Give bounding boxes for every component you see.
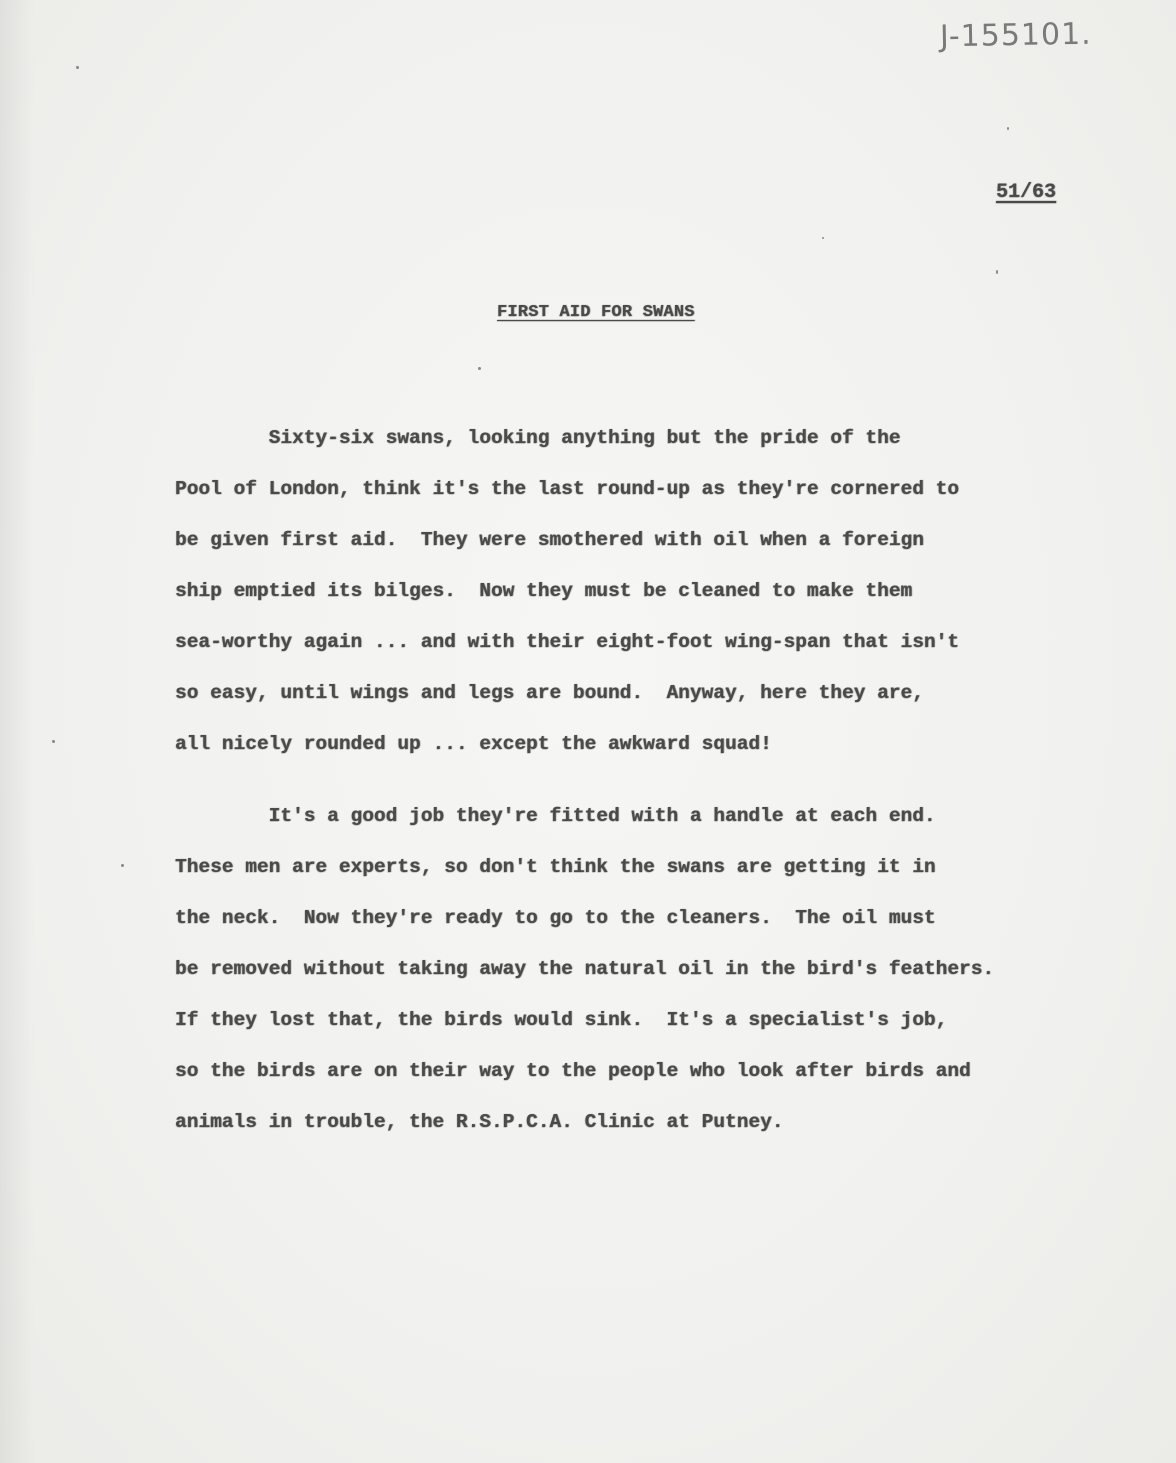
paragraph-line: be given first aid. They were smothered with oil when a foreign [175,529,924,551]
paragraph-line: so the birds are on their way to the people who look after birds and [175,1060,971,1082]
scan-speck [1007,127,1009,130]
scan-speck [996,270,998,274]
paragraph-line: so easy, until wings and legs are bound. Anyway, here they are, [175,682,924,704]
scan-speck [76,66,79,69]
paragraph-line: all nicely rounded up ... except the awkward squad! [175,733,772,755]
paragraph-line: Pool of London, think it's the last round-up as they're cornered to [175,478,960,500]
paragraph-line: ship emptied its bilges. Now they must be cleaned to make them [175,580,913,602]
scan-speck [121,864,124,867]
paragraph-2 [175,791,1055,1148]
paragraph-line: If they lost that, the birds would sink. It's a specialist's job, [175,1009,948,1031]
paragraph-line: the neck. Now they're ready to go to the cleaners. The oil must [175,907,936,929]
paragraph-line: It's a good job they're fitted with a handle at each end. [175,805,936,827]
scan-speck [822,237,824,239]
handwritten-reference-code: J-155101. [939,16,1092,55]
paragraph-line: Sixty-six swans, looking anything but the pride of the [175,427,901,449]
scan-edge-shading [0,0,34,1463]
scan-speck [52,740,55,743]
paragraph-line: These men are experts, so don't think the swans are getting it in [175,856,936,878]
paragraph-line: sea-worthy again ... and with their eight-foot wing-span that isn't [175,631,960,653]
document-title: FIRST AID FOR SWANS [497,303,695,322]
paragraph-line: be removed without taking away the natural oil in the bird's feathers. [175,958,995,980]
page-number: 51/63 [996,181,1057,204]
scan-speck [478,367,481,370]
paragraph-1 [175,413,1055,770]
paragraph-line: animals in trouble, the R.S.P.C.A. Clinic at Putney. [175,1111,784,1133]
